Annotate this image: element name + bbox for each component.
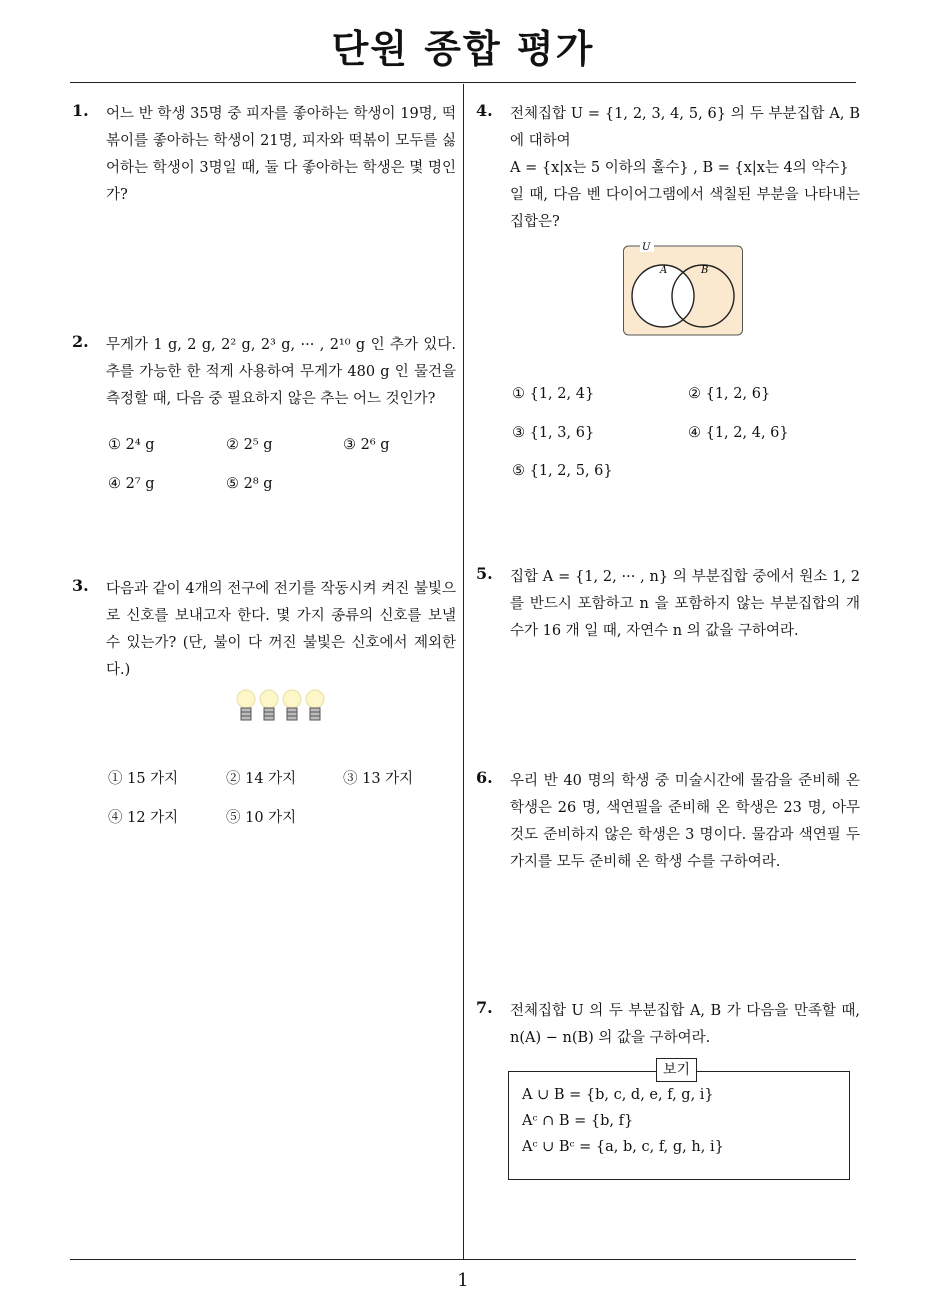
top-rule	[70, 82, 856, 83]
choice-5[interactable]: ⑤ {1, 2, 5, 6}	[512, 463, 613, 479]
question-number: 2.	[72, 332, 89, 351]
question-text: 우리 반 40 명의 학생 중 미술시간에 물감을 준비해 온 학생은 26 명, 색연필을 준비해 온 학생은 23 명, 아무것도 준비하지 않은 학생은 3 명이다. 물감과 색연필 두 가지를 모두 준비해 온 학생 수를 구하여라.	[510, 773, 860, 870]
question-text	[510, 101, 860, 236]
choice-2[interactable]: ② {1, 2, 6}	[688, 386, 771, 402]
choice-4[interactable]: ④ 12 가지	[108, 810, 179, 826]
question-number: 6.	[476, 768, 493, 787]
choice-2[interactable]: ② 2⁵ g	[226, 437, 273, 453]
choice-1[interactable]: ① 2⁴ g	[108, 437, 155, 453]
question-text-line: 전체집합 U = {1, 2, 3, 4, 5, 6} 의 두 부분집합 A, B 에 대하여	[510, 106, 860, 149]
choice-5[interactable]: ⑤ 10 가지	[226, 810, 297, 826]
light-bulbs-figure	[232, 686, 332, 726]
choice-4[interactable]: ④ 2⁷ g	[108, 476, 155, 492]
question-number: 3.	[72, 576, 89, 595]
question-number: 5.	[476, 564, 493, 583]
choice-1[interactable]: ① {1, 2, 4}	[512, 386, 595, 402]
page-number: 1	[457, 1270, 469, 1291]
question-set-definition: A = {x|x는 5 이하의 홀수} , B = {x|x는 4의 약수}	[510, 160, 849, 176]
question-number: 4.	[476, 101, 493, 120]
question-text: 집합 A = {1, 2, ··· , n} 의 부분집합 중에서 원소 1, 2 를 반드시 포함하고 n 을 포함하지 않는 부분집합의 개수가 16 개 일 때, 자연수 n 의 값을 구하여라.	[510, 569, 860, 639]
question-number: 1.	[72, 101, 89, 120]
choice-5[interactable]: ⑤ 2⁸ g	[226, 476, 273, 492]
conditions-box-label: 보기	[656, 1058, 697, 1082]
question-text-line: 일 때, 다음 벤 다이어그램에서 색칠된 부분을 나타내는 집합은?	[510, 187, 860, 230]
question-text: 다음과 같이 4개의 전구에 전기를 작동시켜 켜진 불빛으로 신호를 보내고자 한다. 몇 가지 종류의 신호를 보낼 수 있는가? (단, 불이 다 꺼진 불빛은 신호에서 제외한다.)	[106, 581, 456, 678]
condition-line: Aᶜ ∩ B = {b, f}	[522, 1113, 634, 1129]
set-a-label: A	[660, 265, 668, 276]
question-text: 전체집합 U 의 두 부분집합 A, B 가 다음을 만족할 때, n(A) − n(B) 의 값을 구하여라.	[510, 1003, 860, 1046]
page-title: 단원 종합 평가	[331, 27, 595, 71]
venn-diagram	[623, 240, 743, 336]
choice-4[interactable]: ④ {1, 2, 4, 6}	[688, 425, 789, 441]
condition-line: A ∪ B = {b, c, d, e, f, g, i}	[522, 1087, 714, 1103]
light-bulb-icon	[306, 690, 324, 720]
choice-3[interactable]: ③ 2⁶ g	[343, 437, 390, 453]
light-bulb-icon	[283, 690, 301, 720]
column-divider	[463, 84, 464, 1259]
bottom-rule	[70, 1259, 856, 1260]
choice-3[interactable]: ③ 13 가지	[343, 771, 414, 787]
question-number: 7.	[476, 998, 493, 1017]
set-b-label: B	[701, 265, 709, 276]
question-text: 무게가 1 g, 2 g, 2² g, 2³ g, ··· , 2¹⁰ g 인 추가 있다. 추를 가능한 한 적게 사용하여 무게가 480 g 인 물건을 측정할 때, 다음 중 필요하지 않은 추는 어느 것인가?	[106, 337, 456, 407]
choice-3[interactable]: ③ {1, 3, 6}	[512, 425, 595, 441]
choice-1[interactable]: ① 15 가지	[108, 771, 179, 787]
universal-set-label: U	[642, 242, 651, 253]
light-bulb-icon	[260, 690, 278, 720]
question-text: 어느 반 학생 35명 중 피자를 좋아하는 학생이 19명, 떡볶이를 좋아하는 학생이 21명, 피자와 떡볶이 모두를 싫어하는 학생이 3명일 때, 둘 다 좋아하는 학생은 몇 명인가?	[106, 106, 456, 203]
choice-2[interactable]: ② 14 가지	[226, 771, 297, 787]
condition-line: Aᶜ ∪ Bᶜ = {a, b, c, f, g, h, i}	[522, 1139, 724, 1155]
light-bulb-icon	[237, 690, 255, 720]
